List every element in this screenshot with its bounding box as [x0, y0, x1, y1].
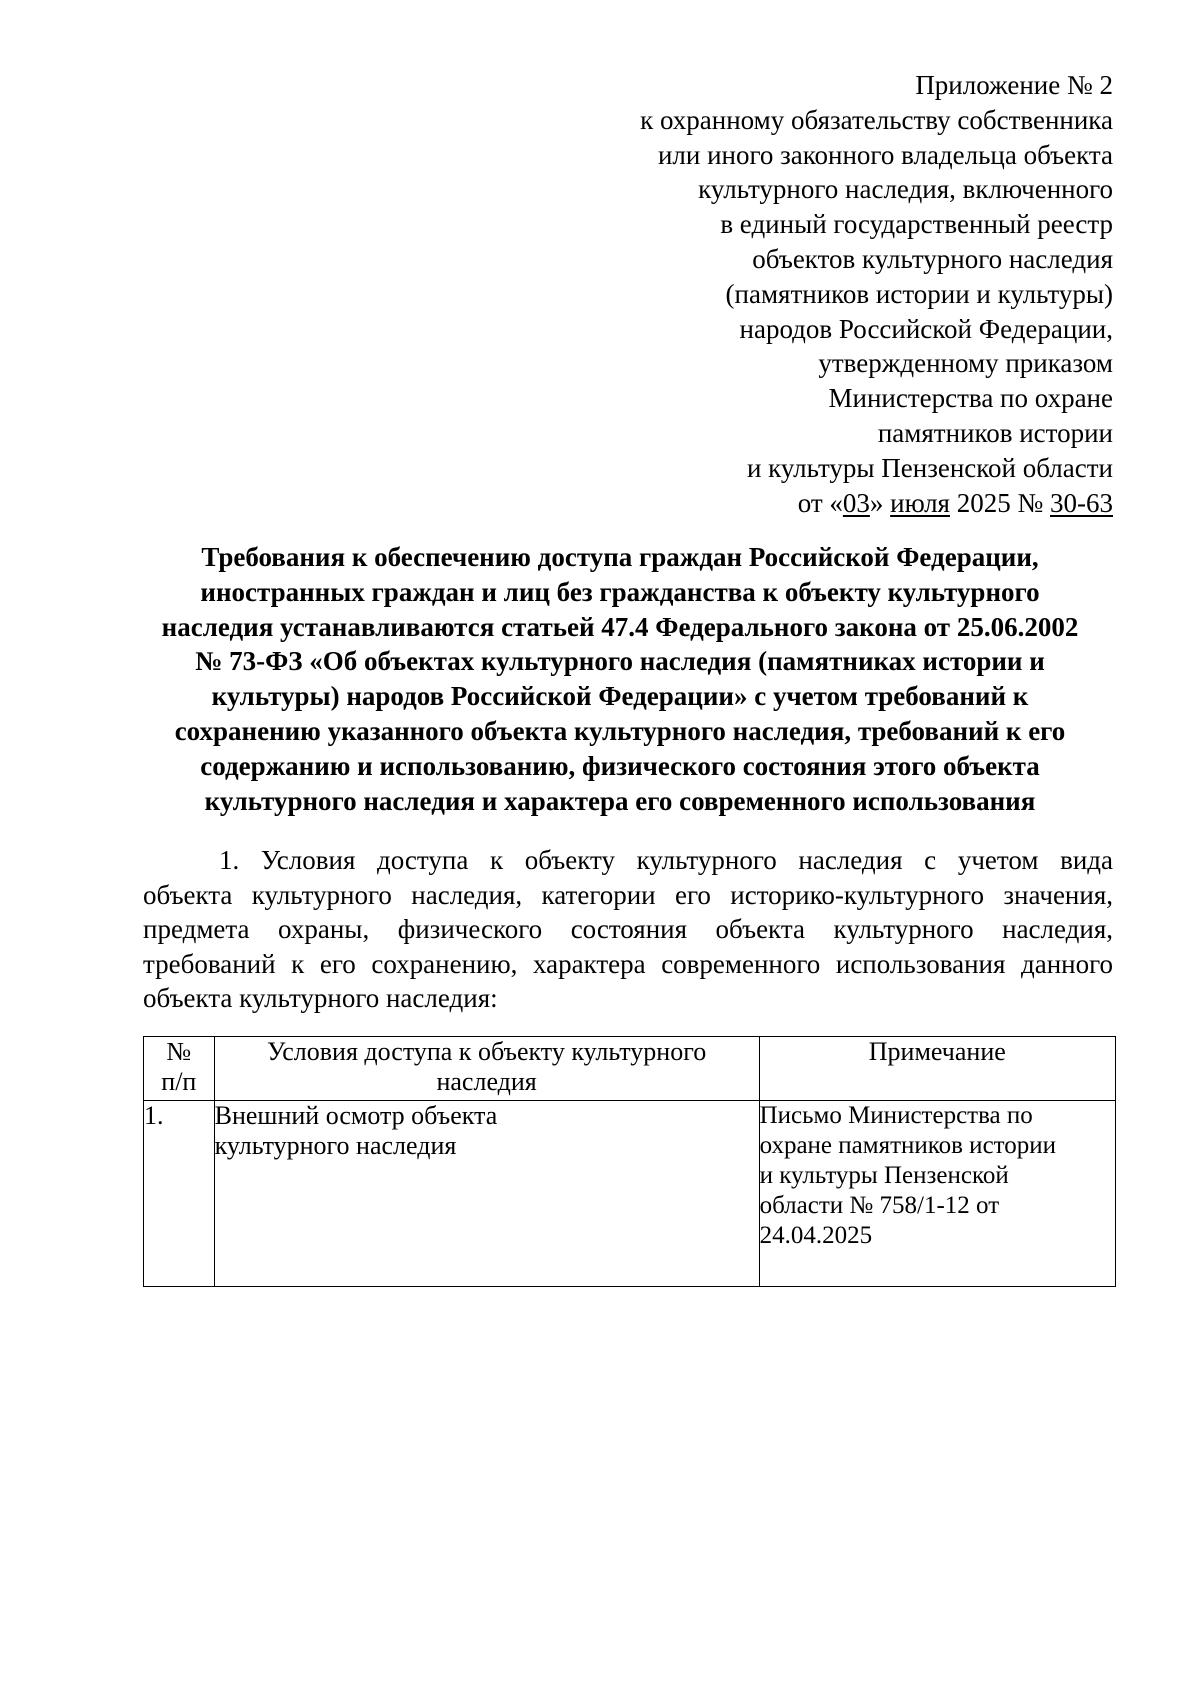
- appendix-line: (памятников истории и культуры): [725, 278, 1113, 309]
- table-row: [144, 1101, 1116, 1287]
- body-paragraph: [143, 843, 1113, 1016]
- title-line: культурного наследия и характера его современного использования: [204, 785, 1036, 816]
- document-title: [140, 540, 1100, 818]
- order-date-line: [493, 486, 1113, 521]
- order-month: июля: [890, 487, 950, 518]
- row-number: 1.: [144, 1101, 215, 1287]
- appendix-line: Министерства по охране: [828, 383, 1113, 414]
- appendix-line: народов Российской Федерации,: [739, 313, 1113, 344]
- order-mid: »: [869, 487, 891, 518]
- header-conditions: Условия доступа к объекту культурного наследия: [214, 1037, 759, 1101]
- order-day: 03: [842, 487, 870, 518]
- appendix-line: культурного наследия, включенного: [698, 174, 1113, 205]
- title-line: иностранных граждан и лиц без гражданства к объекту культурного: [200, 576, 1040, 607]
- row-note: Письмо Министерства по охране памятников истории и культуры Пензенской области № 758/1-12 от 24.04.2025: [759, 1101, 1115, 1287]
- title-line: наследия устанавливаются статьей 47.4 Федерального закона от 25.06.2002: [161, 611, 1079, 642]
- order-number: 30-63: [1050, 487, 1113, 518]
- title-line: сохранению указанного объекта культурного наследия, требований к его: [174, 715, 1066, 746]
- appendix-line: памятников истории: [877, 417, 1113, 448]
- appendix-line: в единый государственный реестр: [720, 209, 1113, 240]
- conditions-table: [143, 1036, 1116, 1287]
- appendix-line: и культуры Пензенской области: [746, 452, 1113, 483]
- paragraph-line: объекта культурного наследия, категории его историко-культурного значения,: [143, 879, 1113, 910]
- appendix-header: [493, 68, 1113, 520]
- paragraph-line: требований к его сохранению, характера современного использования данного: [143, 948, 1113, 979]
- paragraph-line: объекта культурного наследия:: [143, 983, 498, 1013]
- title-line: культуры) народов Российской Федерации» с учетом требований к: [211, 681, 1029, 712]
- order-prefix: от «: [797, 487, 843, 518]
- appendix-line: Приложение № 2: [915, 70, 1113, 100]
- title-line: № 73-ФЗ «Об объектах культурного наследия (памятниках истории и: [195, 646, 1045, 677]
- header-note: Примечание: [759, 1037, 1115, 1101]
- appendix-line: или иного законного владельца объекта: [657, 139, 1113, 170]
- appendix-line: к охранному обязательству собственника: [640, 104, 1113, 135]
- table-header-row: [144, 1037, 1116, 1101]
- order-year: 2025 №: [949, 487, 1050, 518]
- appendix-line: объектов культурного наследия: [752, 243, 1113, 274]
- header-number: № п/п: [144, 1037, 215, 1101]
- title-line: Требования к обеспечению доступа граждан Российской Федерации,: [201, 542, 1039, 572]
- paragraph-line: предмета охраны, физического состояния объекта культурного наследия,: [143, 914, 1113, 944]
- row-condition: Внешний осмотр объекта культурного наследия: [214, 1101, 759, 1287]
- title-line: содержанию и использованию, физического состояния этого объекта: [200, 750, 1040, 781]
- appendix-line: утвержденному приказом: [818, 348, 1113, 379]
- paragraph-line: 1. Условия доступа к объекту культурного наследия с учетом вида: [219, 845, 1113, 875]
